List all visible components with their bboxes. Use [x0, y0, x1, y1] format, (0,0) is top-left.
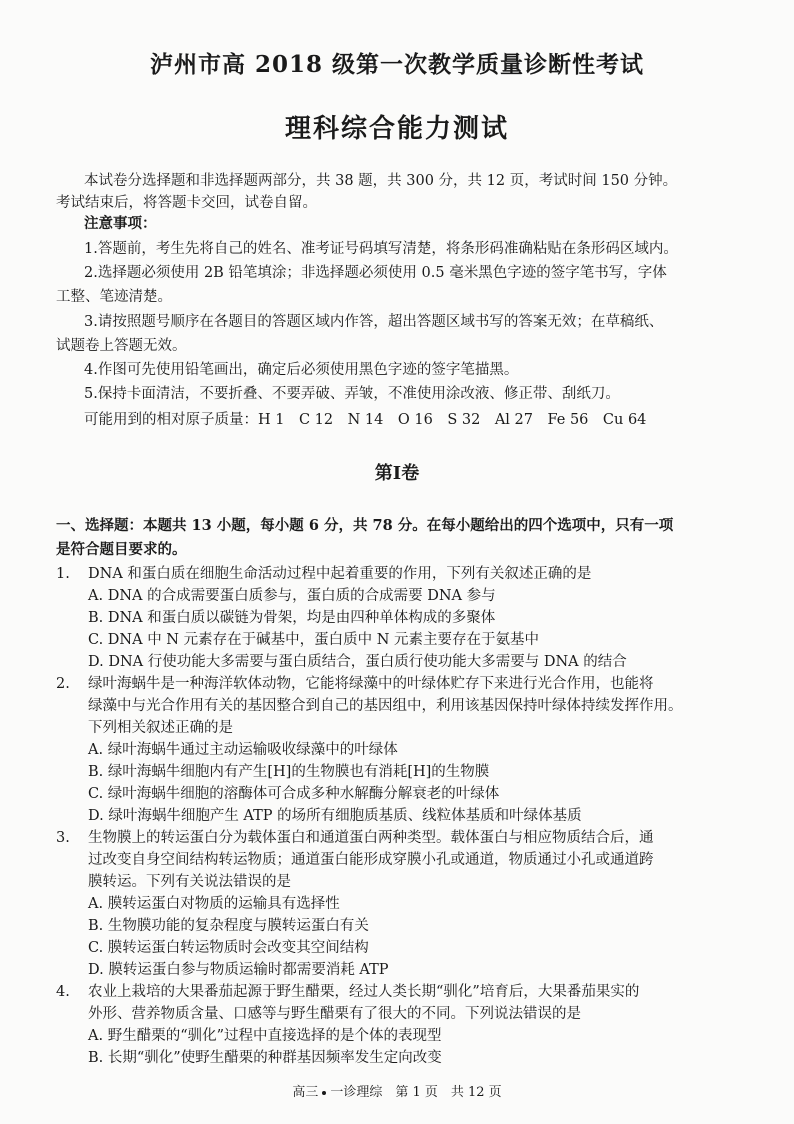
footer-grade: 高三 — [292, 1085, 319, 1100]
intro-line-2: 考试结束后，将答题卡交回，试卷自留。 — [56, 195, 317, 211]
exam-title: 泸州市高 2018 级第一次教学质量诊断性考试 — [149, 51, 645, 78]
question-1-option-c: C. DNA 中 N 元素存在于碱基中，蛋白质中 N 元素主要存在于氨基中 — [88, 632, 539, 648]
question-3-option-d: D. 膜转运蛋白参与物质运输时都需要消耗 ATP — [88, 962, 389, 978]
note-2-line-2: 工整、笔迹清楚。 — [56, 289, 172, 305]
page-footer — [0, 1083, 794, 1103]
question-1-option-a: A. DNA 的合成需要蛋白质参与，蛋白质的合成需要 DNA 参与 — [88, 588, 496, 604]
question-4-stem-line-1: 农业上栽培的大果番茄起源于野生醋栗，经过人类长期“驯化”培育后，大果番茄果实的 — [88, 984, 640, 1000]
question-1-option-d: D. DNA 行使功能大多需要与蛋白质结合，蛋白质行使功能大多需要与 DNA 的结合 — [88, 654, 627, 670]
question-4-option-b: B. 长期“驯化”使野生醋栗的种群基因频率发生定向改变 — [88, 1050, 442, 1066]
section-instructions-line-1: 一、选择题：本题共 13 小题，每小题 6 分，共 78 分。在每小题给出的四个选项中，只有一项 — [56, 517, 674, 534]
question-2-option-b: B. 绿叶海蜗牛细胞内有产生[H]的生物膜也有消耗[H]的生物膜 — [88, 764, 490, 780]
notes-heading: 注意事项： — [84, 215, 157, 232]
question-3-option-b: B. 生物膜功能的复杂程度与膜转运蛋白有关 — [88, 918, 369, 934]
question-3-option-a: A. 膜转运蛋白对物质的运输具有选择性 — [88, 896, 340, 912]
exam-subtitle: 理科综合能力测试 — [284, 114, 509, 144]
question-3-number: 3. — [56, 830, 70, 846]
question-2-option-c: C. 绿叶海蜗牛细胞的溶酶体可合成多种水解酶分解衰老的叶绿体 — [88, 786, 500, 802]
footer-page-info: 一诊理综 第 1 页 共 12 页 — [330, 1085, 502, 1100]
question-2-stem-line-1: 绿叶海蜗牛是一种海洋软体动物，它能将绿藻中的叶绿体贮存下来进行光合作用，也能将 — [88, 676, 654, 692]
note-3-line-1: 3.请按照题号顺序在各题目的答题区域内作答，超出答题区域书写的答案无效；在草稿纸、 — [84, 314, 664, 330]
note-4: 4.作图可先使用铅笔画出，确定后必须使用黑色字迹的签字笔描黑。 — [84, 362, 519, 378]
question-1-number: 1. — [56, 566, 70, 582]
question-4-stem-line-2: 外形、营养物质含量、口感等与野生醋栗有了很大的不同。下列说法错误的是 — [88, 1006, 581, 1022]
section-title: 第Ⅰ卷 — [374, 463, 420, 484]
question-2-stem-line-3: 下列相关叙述正确的是 — [88, 720, 233, 736]
question-2-option-d: D. 绿叶海蜗牛细胞产生 ATP 的场所有细胞质基质、线粒体基质和叶绿体基质 — [88, 808, 582, 824]
note-2-line-1: 2.选择题必须使用 2B 铅笔填涂；非选择题必须使用 0.5 毫米黑色字迹的签字笔书写，字体 — [84, 265, 667, 281]
note-5: 5.保持卡面清洁，不要折叠、不要弄破、弄皱，不准使用涂改液、修正带、刮纸刀。 — [84, 386, 620, 402]
question-4-number: 4. — [56, 984, 70, 1000]
question-4-option-a: A. 野生醋栗的“驯化”过程中直接选择的是个体的表现型 — [88, 1028, 442, 1044]
question-2-number: 2. — [56, 676, 70, 692]
question-3-stem-line-3: 膜转运。下列有关说法错误的是 — [88, 874, 291, 890]
question-1-stem: DNA 和蛋白质在细胞生命活动过程中起着重要的作用，下列有关叙述正确的是 — [88, 566, 592, 582]
question-3-stem-line-1: 生物膜上的转运蛋白分为载体蛋白和通道蛋白两种类型。载体蛋白与相应物质结合后，通 — [88, 830, 654, 846]
question-2-option-a: A. 绿叶海蜗牛通过主动运输吸收绿藻中的叶绿体 — [88, 742, 398, 758]
question-3-stem-line-2: 过改变自身空间结构转运物质；通道蛋白能形成穿膜小孔或通道，物质通过小孔或通道跨 — [88, 852, 654, 868]
note-1: 1.答题前，考生先将自己的姓名、准考证号码填写清楚，将条形码准确粘贴在条形码区域内。 — [84, 241, 678, 257]
section-instructions-line-2: 是符合题目要求的。 — [56, 541, 187, 558]
atomic-masses: 可能用到的相对原子质量：H 1 C 12 N 14 O 16 S 32 Al 27 Fe 56 Cu 64 — [84, 412, 647, 428]
question-2-stem-line-2: 绿藻中与光合作用有关的基因整合到自己的基因组中，利用该基因保持叶绿体持续发挥作用。 — [88, 698, 683, 714]
intro-line-1: 本试卷分选择题和非选择题两部分，共 38 题，共 300 分，共 12 页，考试时间 150 分钟。 — [84, 173, 678, 189]
question-3-option-c: C. 膜转运蛋白转运物质时会改变其空间结构 — [88, 940, 369, 956]
question-1-option-b: B. DNA 和蛋白质以碳链为骨架，均是由四种单体构成的多聚体 — [88, 610, 496, 626]
separator-dot-icon — [322, 1091, 326, 1095]
note-3-line-2: 试题卷上答题无效。 — [56, 338, 187, 354]
